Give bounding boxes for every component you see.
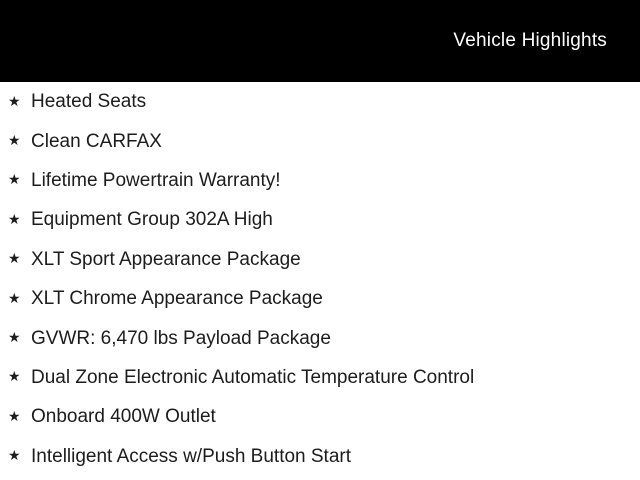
star-icon: ★	[8, 211, 21, 228]
list-item	[0, 121, 640, 160]
star-icon: ★	[8, 369, 21, 386]
star-icon: ★	[8, 251, 21, 268]
list-item-label: Heated Seats	[31, 91, 147, 113]
list-item	[0, 318, 640, 357]
list-item-label: XLT Chrome Appearance Package	[31, 288, 323, 310]
star-icon: ★	[8, 133, 21, 150]
list-item-label: Equipment Group 302A High	[31, 209, 273, 231]
list-item	[0, 397, 640, 436]
list-item-label: Lifetime Powertrain Warranty!	[31, 169, 281, 191]
star-icon: ★	[8, 290, 21, 307]
star-icon: ★	[8, 330, 21, 347]
star-icon: ★	[8, 172, 21, 189]
list-item-label: Dual Zone Electronic Automatic Temperature Control	[31, 366, 475, 388]
list-item	[0, 161, 640, 200]
list-item	[0, 200, 640, 239]
list-item-label: Onboard 400W Outlet	[31, 406, 216, 428]
list-item	[0, 437, 640, 476]
list-item-label: Intelligent Access w/Push Button Start	[31, 445, 352, 467]
list-item-label: XLT Sport Appearance Package	[31, 248, 301, 270]
header-bar	[0, 0, 640, 82]
list-item	[0, 279, 640, 318]
list-item-label: Clean CARFAX	[31, 130, 162, 152]
vehicle-highlights-list	[0, 82, 640, 476]
star-icon: ★	[8, 448, 21, 465]
star-icon: ★	[8, 93, 21, 110]
list-item	[0, 82, 640, 121]
list-item	[0, 358, 640, 397]
list-item-label: GVWR: 6,470 lbs Payload Package	[31, 327, 331, 349]
star-icon: ★	[8, 408, 21, 425]
page-title: Vehicle Highlights	[453, 30, 607, 51]
list-item	[0, 240, 640, 279]
